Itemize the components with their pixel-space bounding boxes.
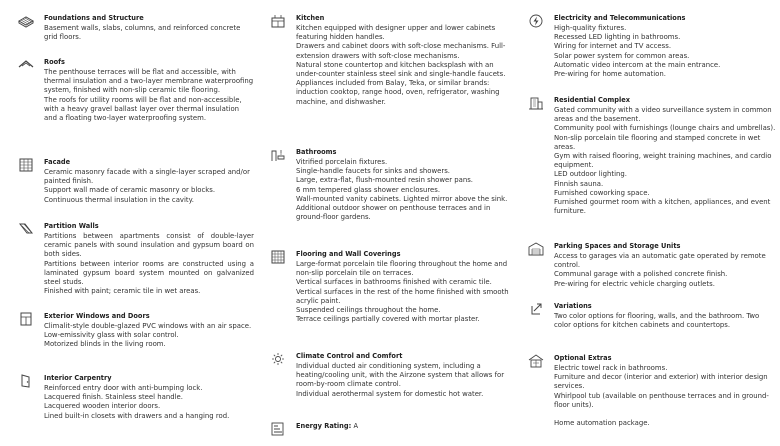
section-title: Facade — [44, 158, 71, 166]
section-title: Bathrooms — [296, 148, 337, 156]
window-icon — [18, 312, 34, 326]
section-line: Two color options for flooring, walls, and the bathroom. Two color options for kitchen cabinets and countertops. — [554, 312, 760, 330]
floor-tiles-icon — [270, 250, 286, 264]
section-title: Optional Extras — [554, 354, 612, 362]
section-line: The penthouse terraces will be flat and accessible, with thermal insulation and a two-layer membrane waterproofing system, finished with non-slip ceramic tile flooring. — [44, 68, 254, 95]
kitchen-icon — [270, 14, 286, 28]
section-line: Furnished gourmet room with a kitchen, appliances, and event furniture. — [554, 198, 771, 216]
section-line: Climalit-style double-glazed PVC windows with an air space. — [44, 322, 252, 330]
energy-rating — [296, 422, 512, 431]
partition-wall-icon — [18, 222, 34, 236]
section-line: Pre-wiring for home automation. — [554, 70, 666, 79]
section-title: Variations — [554, 302, 592, 310]
section-line: 6 mm tempered glass shower enclosures. — [296, 185, 441, 194]
section-line: Wall-mounted vanity cabinets. Lighted mirror above the sink. — [296, 194, 508, 203]
section-line: Partitions between interior rooms are constructed using a laminated gypsum board system mounted on galvanized steel studs. — [44, 259, 254, 287]
climate-icon — [270, 352, 286, 366]
section-line: Additional outdoor shower on penthouse terraces and in ground-floor gardens. — [296, 204, 491, 222]
section-line: Electric towel rack in bathrooms. — [554, 364, 668, 372]
section-title: Partition Walls — [44, 222, 99, 230]
section-line: Suspended ceilings throughout the home. — [296, 306, 441, 315]
electricity-icon — [528, 14, 544, 28]
optional-extras-icon — [528, 354, 544, 368]
section-title: Electricity and Telecommunications — [554, 14, 686, 22]
section-line: Access to garages via an automatic gate operated by remote control. — [554, 252, 766, 270]
section-line: Whirlpool tub (available on penthouse terraces and in ground-floor units). — [554, 391, 769, 409]
section-line: Lined built-in closets with drawers and a hanging rod. — [44, 411, 230, 420]
section-line: Drawers and cabinet doors with soft-close mechanisms. Full-extension drawers with soft-close mechanisms. — [296, 42, 506, 60]
section-line — [554, 410, 776, 419]
energy-rating-icon — [270, 422, 286, 436]
section-line: Furnished coworking space. — [554, 188, 650, 197]
section-line: Finnish sauna. — [554, 179, 604, 188]
section-title: Kitchen — [296, 14, 325, 22]
section-line: Large, extra-flat, flush-mounted resin shower pans. — [296, 176, 473, 185]
section-line: Vertical surfaces in bathrooms finished with ceramic tile. Vertical surfaces in the rest of the home finished with smooth acrylic paint. — [296, 278, 509, 305]
garage-icon — [528, 242, 544, 256]
section-line: Terrace ceilings partially covered with mortar plaster. — [296, 315, 480, 324]
section-line: Pre-wiring for electric vehicle charging outlets. — [554, 279, 715, 288]
section-line: The roofs for utility rooms will be flat and non-accessible, with a heavy gravel ballast layer over thermal insulation and a floating two-layer waterproofing system. — [44, 95, 242, 123]
section-line: Basement walls, slabs, columns, and reinforced concrete grid floors. — [44, 24, 241, 42]
section-line: Lacquered finish. Stainless steel handle. — [44, 393, 183, 402]
building-facade-icon — [18, 158, 34, 172]
section-line: Kitchen equipped with designer upper and lower cabinets featuring hidden handles. — [296, 24, 496, 42]
section-line: Communal garage with a polished concrete finish. — [554, 270, 728, 279]
section-line: Furniture and decor (interior and exterior) with interior design services. — [554, 373, 768, 391]
section-title: Climate Control and Comfort — [296, 352, 403, 360]
section-line: Recessed LED lighting in bathrooms. — [554, 33, 681, 42]
section-line: Support wall made of ceramic masonry or blocks. — [44, 186, 216, 195]
variations-arrow-icon — [528, 302, 544, 316]
section-line: Wiring for internet and TV access. — [554, 42, 672, 51]
section-title: Exterior Windows and Doors — [44, 312, 150, 320]
section-line: Automatic video intercom at the main entrance. — [554, 60, 721, 69]
section-line: Appliances included from Balay, Teka, or similar brands: induction cooktop, range hood, oven, refrigerator, washing machine, and dishwasher. — [296, 79, 500, 106]
section-line: Individual aerothermal system for domestic hot water. — [296, 389, 484, 398]
section-line: Natural stone countertop and kitchen backsplash with an under-counter stainless steel sink and single-handle faucets. — [296, 60, 506, 79]
section-line: Motorized blinds in the living room. — [44, 340, 166, 349]
section-title: Residential Complex — [554, 96, 630, 104]
section-line: Finished with paint; ceramic tile in wet areas. — [44, 287, 201, 296]
section-line: Continuous thermal insulation in the cavity. — [44, 195, 194, 204]
residential-complex-icon — [528, 96, 544, 110]
section-line: High-quality fixtures. — [554, 24, 627, 32]
section-line: Solar power system for common areas. — [554, 51, 690, 60]
section-line: Community pool with furnishings (lounge chairs and umbrellas). Non-slip porcelain tile flooring and stamped concrete in wet areas. — [554, 124, 776, 151]
section-line: Home automation package. — [554, 419, 650, 428]
section-title: Foundations and Structure — [44, 14, 144, 22]
energy-rating-value: A — [353, 422, 359, 430]
section-title: Flooring and Wall Coverings — [296, 250, 401, 258]
section-line: Gym with raised flooring, weight training machines, and cardio equipment. — [554, 152, 772, 170]
section-title: Parking Spaces and Storage Units — [554, 242, 681, 250]
section-line: Partitions between apartments consist of double-layer ceramic panels with sound insulation and gypsum board on both sides. — [44, 232, 254, 259]
section-line: LED outdoor lighting. — [554, 170, 627, 179]
section-line: Individual ducted air conditioning system, including a heating/cooling unit, with the Airzone system that allows for room-by-room climate control. — [296, 362, 505, 389]
bathroom-icon — [270, 148, 286, 162]
section-line: Ceramic masonry facade with a single-layer scraped and/or painted finish. — [44, 168, 250, 186]
roof-icon — [18, 58, 34, 72]
section-line: Lacquered wooden interior doors. — [44, 402, 161, 411]
section-title: Interior Carpentry — [44, 374, 112, 382]
door-icon — [18, 374, 34, 388]
section-line: Low-emissivity glass with solar control. — [44, 331, 179, 340]
section-title: Roofs — [44, 58, 65, 66]
section-line: Large-format porcelain tile flooring throughout the home and non-slip porcelain tile on terraces. — [296, 260, 508, 278]
section-line: Gated community with a video surveillance system in common areas and the basement. — [554, 106, 772, 124]
section-line: Single-handle faucets for sinks and showers. — [296, 167, 450, 176]
section-line: Vitrified porcelain fixtures. — [296, 158, 388, 166]
foundation-blocks-icon — [18, 14, 34, 28]
section-line: Reinforced entry door with anti-bumping lock. — [44, 384, 203, 392]
energy-rating-label: Energy Rating: — [296, 422, 352, 430]
